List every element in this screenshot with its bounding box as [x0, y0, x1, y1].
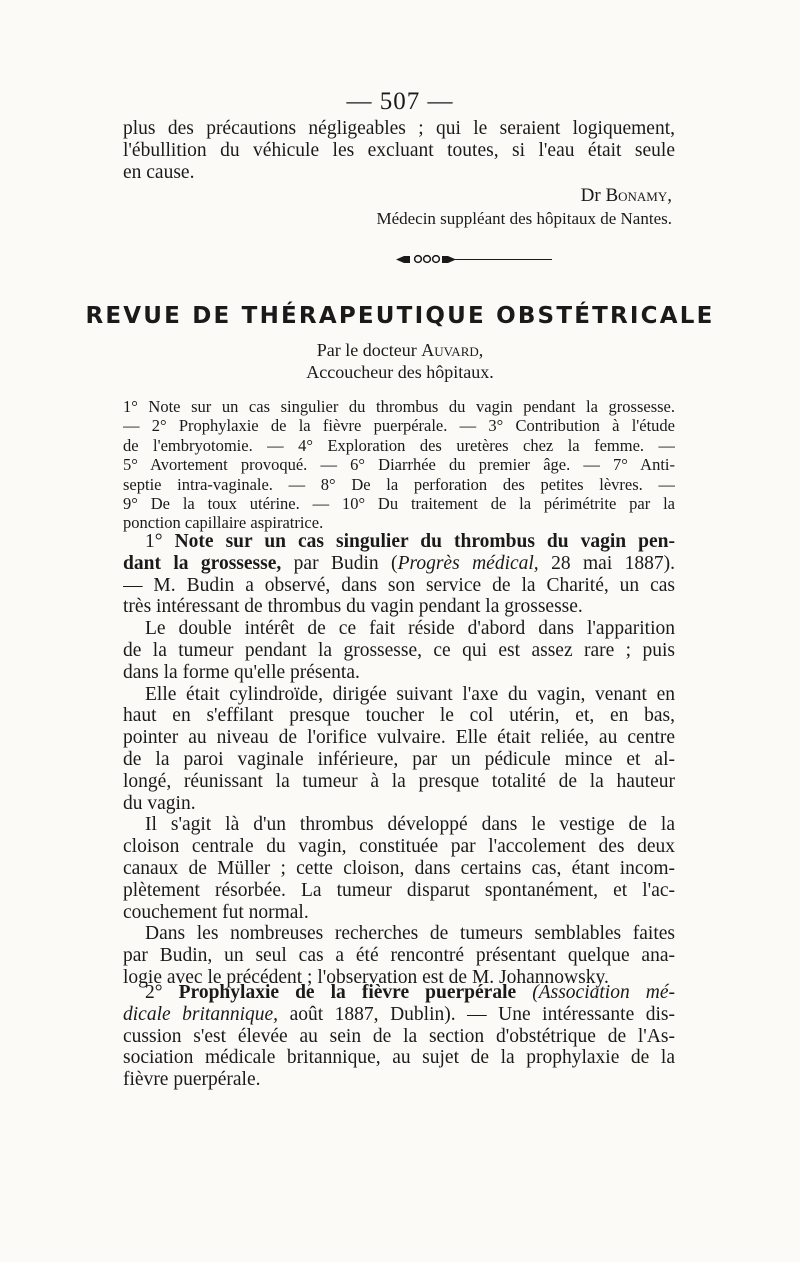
heading-text: dant la grossesse,: [123, 552, 282, 574]
text-line: plus des précautions négligeables ; qui le seraient logiquement,: [123, 118, 675, 139]
citation-prefix: par Budin (: [293, 552, 398, 574]
signature-role: Médecin suppléant des hôpitaux de Nantes.: [376, 209, 672, 228]
text-line: logie avec le précédent ; l'observation est de M. Johannowsky.: [123, 966, 609, 988]
section-heading: [123, 982, 675, 1004]
table-of-contents: [123, 397, 675, 533]
text-line: — M. Budin a observé, dans son service de la Charité, un cas: [123, 574, 675, 596]
byline-prefix: Par le docteur: [316, 340, 417, 360]
heading-text: Prophylaxie de la fièvre puerpérale: [178, 982, 517, 1003]
signature-title: Dr: [580, 185, 601, 206]
heading-number: 2°: [145, 982, 163, 1003]
text-line: couchement fut normal.: [123, 901, 309, 923]
signature-surname: Bonamy,: [605, 185, 672, 206]
signature-name: [581, 185, 672, 207]
page-number: — 507 —: [346, 88, 454, 115]
text-line: du vagin.: [123, 792, 196, 814]
toc-line: de l'embryotomie. — 4° Exploration des uretères chez la femme. —: [123, 435, 675, 455]
citation-journal: Progrès médical,: [397, 552, 539, 574]
text-line: de la tumeur pendant la grossesse, ce qui est assez rare ; puis: [123, 639, 675, 661]
text-line: Dans les nombreuses recherches de tumeurs semblables faites: [145, 923, 675, 945]
text-line: Le double intérêt de ce fait réside d'abord dans l'apparition: [145, 618, 675, 640]
section-1: [123, 531, 675, 989]
citation-date: 28 mai 1887).: [551, 552, 675, 574]
text-line: par Budin, un seul cas a été rencontré présentant quelque ana-: [123, 945, 675, 967]
toc-line: ponction capillaire aspiratrice.: [123, 513, 324, 533]
byline-role: Accoucheur des hôpitaux.: [306, 362, 494, 382]
text-line: de la paroi vaginale inférieure, par un pédicule mince et al-: [123, 748, 675, 770]
heading-number: 1°: [145, 531, 163, 552]
section-heading-cont: [123, 553, 675, 575]
text-line: longé, réunissant la tumeur à la presque totalité de la hauteur: [123, 770, 675, 792]
text-line: haut en s'effilant presque toucher le col utérin, et, en bas,: [123, 705, 675, 727]
byline-author: Auvard,: [421, 340, 484, 360]
heading-text: Note sur un cas singulier du thrombus du vagin pen-: [174, 531, 675, 552]
review-byline: [0, 340, 800, 361]
toc-line: 9° De la toux utérine. — 10° Du traitement de la périmétrite par la: [123, 493, 675, 513]
text-line: dans la forme qu'elle présenta.: [123, 661, 360, 683]
text-line: fièvre puerpérale.: [123, 1069, 261, 1091]
text-line: cussion s'est élevée au sein de la section d'obstétrique de l'As-: [123, 1025, 675, 1047]
text-line: pointer au niveau de l'orifice vulvaire. Elle était reliée, au centre: [123, 727, 675, 749]
section-heading-cont: [123, 1004, 675, 1026]
divider-ornament: [258, 252, 552, 266]
review-title: REVUE DE THÉRAPEUTIQUE OBSTÉTRICALE: [85, 303, 715, 329]
citation-journal: dicale britannique,: [123, 1003, 279, 1025]
section-2: [123, 982, 675, 1091]
toc-line: 1° Note sur un cas singulier du thrombus du vagin pendant la grossesse.: [123, 397, 675, 416]
text-line: sociation médicale britannique, au sujet de la prophylaxie de la: [123, 1047, 675, 1069]
toc-line: 5° Avortement provoqué. — 6° Diarrhée du premier âge. — 7° Anti-: [123, 455, 675, 475]
text-line: cloison centrale du vagin, constituée par l'accolement des deux: [123, 836, 675, 858]
toc-line: septie intra-vaginale. — 8° De la perforation des petites lèvres. —: [123, 474, 675, 494]
text-line: plètement résorbée. La tumeur disparut spontanément, et l'ac-: [123, 879, 675, 901]
citation-journal: (Association mé-: [532, 982, 675, 1003]
text-line: Il s'agit là d'un thrombus développé dans le vestige de la: [145, 814, 675, 836]
text-line: l'ébullition du véhicule les excluant toutes, si l'eau était seule: [123, 139, 675, 161]
intro-paragraph: [123, 118, 675, 183]
text-line: Elle était cylindroïde, dirigée suivant l'axe du vagin, venant en: [145, 683, 675, 705]
toc-line: — 2° Prophylaxie de la fièvre puerpérale. — 3° Contribution à l'étude: [123, 416, 675, 436]
section-heading: [123, 531, 675, 553]
text-line: en cause.: [123, 161, 195, 183]
citation-date: août 1887, Dublin). — Une intéressante dis-: [289, 1003, 675, 1025]
text-line: très intéressant de thrombus du vagin pendant la grossesse.: [123, 596, 583, 618]
text-line: canaux de Müller ; cette cloison, dans certains cas, étant incom-: [123, 857, 675, 879]
